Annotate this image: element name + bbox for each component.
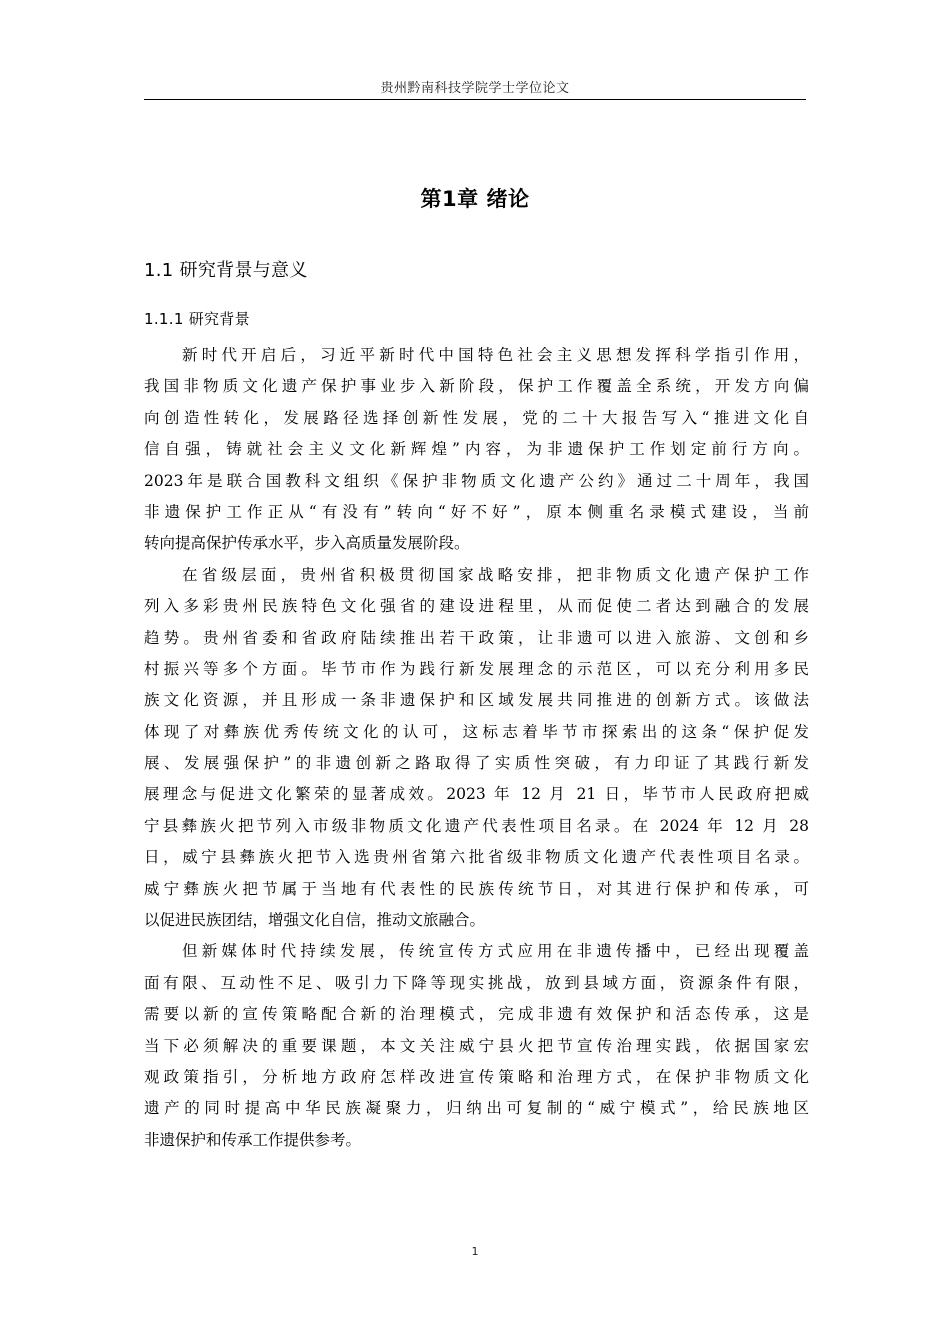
text-line: 当下必须解决的重要课题，本文关注威宁县火把节宣传治理实践，依据国家宏 — [144, 1036, 809, 1055]
text-line: 观政策指引，分析地方政府怎样改进宣传策略和治理方式，在保护非物质文化 — [144, 1067, 809, 1086]
paragraph-1 — [144, 340, 809, 560]
text-line: 威宁彝族火把节属于当地有代表性的民族传统节日，对其进行保护和传承，可 — [144, 879, 809, 898]
text-line: 信自强，铸就社会主义文化新辉煌”内容，为非遗保护工作划定前行方向。 — [144, 440, 809, 459]
text-line: 以促进民族团结，增强文化自信，推动文旅融合。 — [144, 911, 486, 930]
text-line: 新时代开启后，习近平新时代中国特色社会主义思想发挥科学指引作用， — [182, 346, 809, 364]
page-number: 1 — [471, 1245, 479, 1258]
text-line: 在省级层面，贵州省积极贯彻国家战略安排，把非物质文化遗产保护工作 — [182, 565, 809, 584]
text-line: 趋势。贵州省委和省政府陆续推出若干政策，让非遗可以进入旅游、文创和乡 — [144, 628, 809, 647]
text-line: 需要以新的宣传策略配合新的治理模式，完成非遗有效保护和活态传承，这是 — [144, 1005, 809, 1024]
text-line: 遗产的同时提高中华民族凝聚力，归纳出可复制的“威宁模式”，给民族地区 — [144, 1099, 809, 1118]
paragraph-3 — [144, 936, 809, 1156]
running-header: 贵州黔南科技学院学士学位论文 — [380, 81, 570, 96]
text-line: 村振兴等多个方面。毕节市作为践行新发展理念的示范区，可以充分利用多民 — [144, 659, 809, 678]
text-line: 宁县彝族火把节列入市级非物质文化遗产代表性项目名录。在 2024 年 12 月 28 — [144, 816, 809, 835]
header-rule — [144, 99, 806, 100]
paragraph-2 — [144, 560, 809, 937]
text-line: 2023年是联合国教科文组织《保护非物质文化遗产公约》通过二十周年，我国 — [144, 471, 809, 490]
text-line: 我国非物质文化遗产保护事业步入新阶段，保护工作覆盖全系统，开发方向偏 — [144, 377, 809, 396]
text-line: 非遗保护和传承工作提供参考。 — [144, 1130, 362, 1149]
text-line: 非遗保护工作正从“有没有”转向“好不好”，原本侧重名录模式建设，当前 — [144, 502, 809, 521]
text-line: 列入多彩贵州民族特色文化强省的建设进程里，从而促使二者达到融合的发展 — [144, 597, 809, 616]
text-line: 族文化资源，并且形成一条非遗保护和区域发展共同推进的创新方式。该做法 — [144, 691, 809, 710]
chapter-title: 第1章 绪论 — [420, 187, 530, 211]
text-line: 展理念与促进文化繁荣的显著成效。2023 年 12 月 21 日，毕节市人民政府把威 — [144, 785, 809, 804]
text-line: 面有限、互动性不足、吸引力下降等现实挑战，放到县域方面，资源条件有限， — [144, 973, 809, 992]
text-line: 体现了对彝族优秀传统文化的认可，这标志着毕节市探索出的这条“保护促发 — [144, 722, 809, 741]
text-line: 向创造性转化，发展路径选择创新性发展，党的二十大报告写入“推进文化自 — [144, 408, 809, 427]
subsection-heading: 1.1.1 研究背景 — [144, 310, 250, 328]
text-line: 日，威宁县彝族火把节入选贵州省第六批省级非物质文化遗产代表性项目名录。 — [144, 848, 809, 867]
text-line: 转向提高保护传承水平，步入高质量发展阶段。 — [144, 534, 470, 553]
text-line: 但新媒体时代持续发展，传统宣传方式应用在非遗传播中，已经出现覆盖 — [182, 942, 809, 961]
body-text — [144, 340, 809, 1156]
section-heading: 1.1 研究背景与意义 — [144, 260, 308, 281]
text-line: 展、发展强保护”的非遗创新之路取得了实质性突破，有力印证了其践行新发 — [144, 754, 809, 773]
